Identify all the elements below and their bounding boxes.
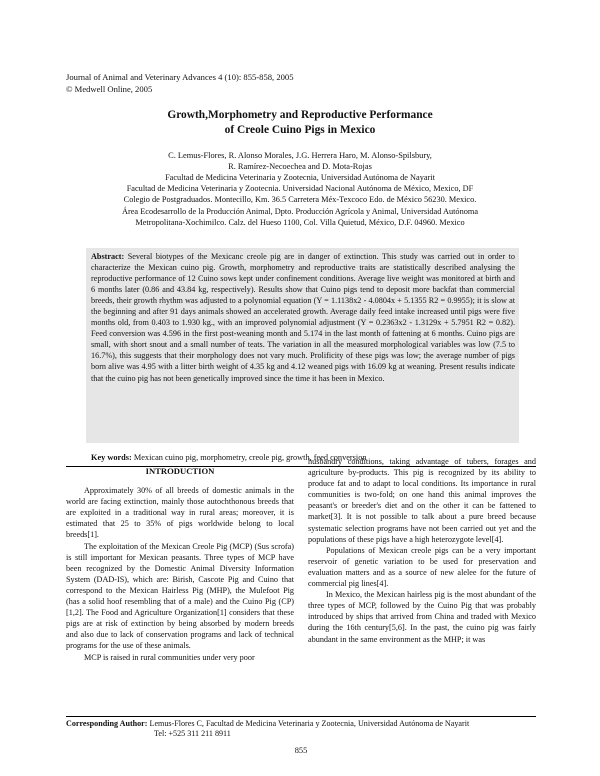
paper-title	[60, 108, 540, 138]
paragraph: husbandry conditions, taking advantage of tubers, forages and agriculture by-products. This pig is recognized by its ability to produce fat and to adapt to local conditions. Its importance in rural communities is two-fold; on one hand this animal improves the peasant's or breeder's diet and on the other it can be fattened to market[3]. It is not possible to talk about a pure breed because systematic selection programs have not been carried out yet and the populations of these pigs have a high heterozygote level[4].	[308, 457, 536, 544]
title-line-2: of Creole Cuino Pigs in Mexico	[224, 124, 376, 136]
affiliation: Facultad de Medicina Veterinaria y Zootecnia, Universidad Autónoma de Nayarit	[165, 173, 435, 182]
author-list	[60, 150, 540, 172]
section-heading: INTRODUCTION	[145, 466, 215, 476]
page-number: 855	[294, 746, 308, 755]
copyright-line: © Medwell Online, 2005	[66, 83, 153, 94]
author-line-1: C. Lemus-Flores, R. Alonso Morales, J.G. Herrera Haro, M. Alonso-Spilsbury,	[168, 151, 432, 160]
affiliation: Metropolitana-Xochimilco. Calz. del Hueso 1100, Col. Villa Quietud, México, D.F. 04960. Mexico	[135, 217, 465, 227]
author-line-2: R. Ramírez-Necoechea and D. Mota-Rojas	[228, 162, 372, 172]
body-column-right	[308, 456, 536, 645]
paragraph: Populations of Mexican creole pigs can be a very important reservoir of genetic variation to be used for preservation and evaluation matters and as a source of new alelee for the future of commercial pig lines[4].	[308, 545, 536, 589]
footnote-divider	[66, 716, 536, 717]
abstract-label: Abstract:	[91, 252, 125, 261]
journal-line: Journal of Animal and Veterinary Advances 4 (10): 855-858, 2005	[66, 72, 294, 82]
keywords-label: Key words:	[91, 453, 132, 462]
corresponding-author	[66, 719, 536, 740]
abstract-text: Several biotypes of the Mexicanc creole pig are in danger of extinction. This study was carried out in order to characterize the Mexican cuino pig. Growth, morphometry and reproductive traits are statistically described analysing the reproductive performance of 12 Cuino sows kept under confinement conditions. Average live weight was monitored at birth and 6 months later (0.86 and 43.84 kg, respectively). Results show that Cuino pigs tend to deposit more backfat than commercial breeds, their growth rhythm was adjusted to a polynomial equation (Y = 1.1138x2 - 4.0804x + 5.1355 R2 = 0.9955); it is slow at the beginning and after 91 days animals showed an accelerated growth. Average daily feed intake increased until pigs were five months old, from 0.403 to 1.930 kg., with an improved polynomial adjustment (Y = 0.2363x2 - 1.3129x + 5.7951 R2 = 0.82). Feed conversion was 4.596 in the first post-weaning month and 5.174 in the last month of fattening at 6 months. Cuino pigs are small, with short snout and a small number of teats. The variation in all the measured morphological variables was low (7.5 to 16.7%), this suggests that their morphology does not vary much. Prolificity of these pigs was low; the average number of pigs born alive was 4.95 with a litter birth weight of 4.35 kg and 4.12 weaned pigs with 16.09 kg at weaning. Present results indicate that the cuino pig has not been genetically improved since the time it has been in Mexico.	[91, 252, 515, 383]
affiliation: Facultad de Medicina Veterinaria y Zootecnia. Universidad Nacional Autónoma de México, Mexico, DF	[126, 184, 474, 194]
journal-header	[66, 72, 526, 95]
keywords-text: Mexican cuino pig, morphometry, creole pig, growth, feed conversion	[133, 453, 367, 462]
paragraph: In Mexico, the Mexican hairless pig is the most abundant of the three types of MCP, followed by the Cuino Pig that was probably introduced by ships that arrived from China and traded with Mexico during the 16th century[5,6]. In the past, the cuino pig was fairly abundant in the same environment as the MHP; it was	[308, 590, 536, 644]
paragraph: MCP is raised in rural communities under very poor	[84, 652, 255, 662]
abstract	[91, 251, 515, 384]
title-line-1: Growth,Morphometry and Reproductive Performance	[167, 109, 433, 121]
paragraph: Approximately 30% of all breeds of domestic animals in the world are facing extinction, mainly those autochthonous breeds that are exploited in a traditional way in rural areas; moreover, it is estimated that 25 to 35% of pigs worldwide belong to local breeds[1].	[66, 486, 294, 540]
corresponding-label: Corresponding Author:	[66, 719, 148, 728]
affiliation-list	[60, 172, 540, 228]
corresponding-tel: Tel: +525 311 211 8911	[154, 729, 231, 739]
body-column-left	[66, 466, 294, 663]
affiliation: Área Ecodesarrollo de la Producción Animal, Dpto. Producción Agrícola y Animal, Universidad Autónoma	[122, 206, 478, 216]
paragraph: The exploitation of the Mexican Creole Pig (MCP) (Sus scrofa) is still important for Mexican peasants. Three types of MCP have been recognized by the Domestic Animal Diversity Information System (DAD-IS), which are: Birish, Cascote Pig and Cuino that correspond to the Mexican Hairless Pig (MHP), the Mulefoot Pig (has a solid hoof resembling that of a male) and the Cuino Pig (CP)[1,2]. The Food and Agriculture Organization[1] considers that these pigs are at risk of extinction by being absorbed by modern breeds and also due to lack of conservation programs and lack of technical programs for the use of these animals.	[66, 541, 294, 651]
corresponding-text: Lemus-Flores C, Facultad de Medicina Veterinaria y Zootecnia, Universidad Autónoma de Nayarit	[149, 719, 470, 728]
affiliation: Colegio de Postgraduados. Montecillo, Km. 36.5 Carretera Méx-Texcoco Edo. de México 56230. Mexico.	[123, 195, 477, 205]
